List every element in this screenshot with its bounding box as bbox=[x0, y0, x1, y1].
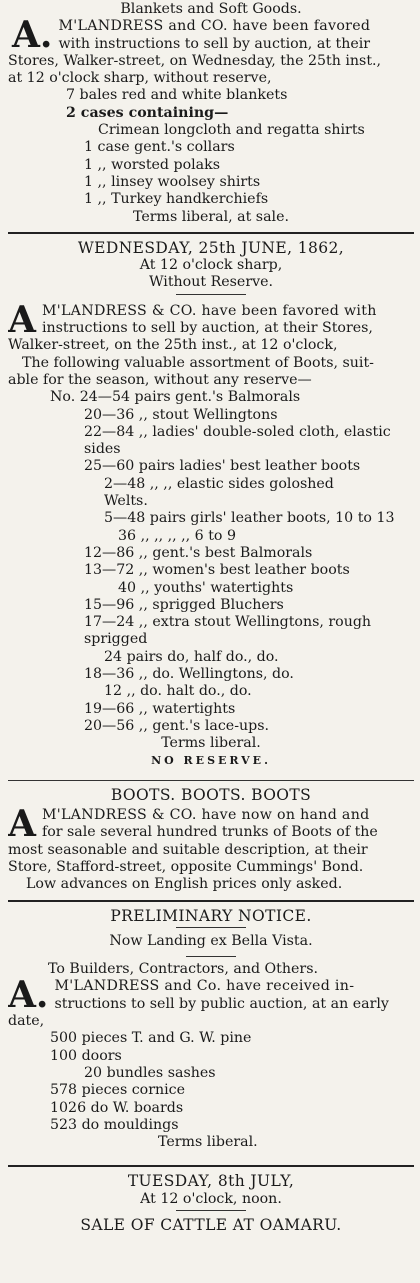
sale-reserve: Without Reserve. bbox=[148, 274, 274, 291]
list-item: 100 doors bbox=[50, 1047, 122, 1064]
audience-line: To Builders, Contractors, and Others. bbox=[48, 961, 318, 978]
list-item: 22—84 ,, ladies' double-soled cloth, elastic bbox=[84, 423, 391, 440]
ad-title: SALE OF CATTLE AT OAMARU. bbox=[80, 1216, 342, 1234]
body-line: Low advances on English prices only asked. bbox=[26, 876, 343, 893]
list-item: 1 case gent.'s collars bbox=[84, 139, 235, 156]
sale-time: At 12 o'clock, noon. bbox=[140, 1190, 282, 1207]
body-line: date, bbox=[8, 1013, 45, 1030]
body-line: most seasonable and suitable description, at their bbox=[8, 841, 368, 858]
ad-blankets bbox=[8, 0, 414, 226]
list-item: No. 24—54 pairs gent.'s Balmorals bbox=[50, 389, 301, 406]
list-item: 523 do mouldings bbox=[50, 1116, 179, 1133]
short-divider bbox=[176, 294, 246, 295]
divider bbox=[8, 900, 414, 902]
list-item: Crimean longcloth and regatta shirts bbox=[98, 122, 365, 139]
list-item: 24 pairs do, half do., do. bbox=[104, 648, 279, 665]
divider bbox=[8, 232, 414, 234]
list-item: 13—72 ,, women's best leather boots bbox=[84, 562, 350, 579]
body-line: with instructions to sell by auction, at their bbox=[58, 35, 371, 52]
drop-cap: A. bbox=[12, 14, 53, 57]
ad-preliminary-notice bbox=[8, 908, 414, 1152]
ad-title: PRELIMINARY NOTICE. bbox=[110, 907, 312, 925]
ad-subtitle: Now Landing ex Bella Vista. bbox=[109, 932, 313, 949]
ad-title: Blankets and Soft Goods. bbox=[120, 1, 302, 17]
list-item: 18—36 ,, do. Wellingtons, do. bbox=[84, 665, 294, 682]
body-line: instructions to sell by auction, at their Stores, bbox=[41, 320, 373, 337]
ad-title: BOOTS. BOOTS. BOOTS bbox=[110, 786, 312, 804]
sale-time: At 12 o'clock sharp, bbox=[139, 257, 283, 274]
list-item: 1 ,, worsted polaks bbox=[84, 156, 221, 173]
short-divider bbox=[176, 927, 246, 928]
list-item: 25—60 pairs ladies' best leather boots bbox=[84, 458, 361, 475]
list-item: 1 ,, linsey woolsey shirts bbox=[84, 173, 261, 190]
list-item: sides bbox=[84, 441, 121, 458]
body-line: at 12 o'clock sharp, without reserve, bbox=[8, 70, 272, 87]
list-item: 17—24 ,, extra stout Wellingtons, rough bbox=[84, 614, 372, 631]
sale-date: WEDNESDAY, 25th JUNE, 1862, bbox=[77, 239, 345, 257]
lead-line: M'LANDRESS & CO. have been favored with bbox=[41, 302, 377, 319]
lead-line: M'LANDRESS and Co. have received in- bbox=[54, 978, 355, 995]
list-item: 15—96 ,, sprigged Bluchers bbox=[84, 596, 284, 613]
body-line: Store, Stafford-street, opposite Cummings' Bond. bbox=[8, 858, 364, 875]
lead-line: M'LANDRESS and CO. have been favored bbox=[58, 18, 371, 35]
terms: Terms liberal. bbox=[158, 1134, 258, 1151]
list-item: 20—36 ,, stout Wellingtons bbox=[84, 406, 278, 423]
lead-line: M'LANDRESS & CO. have now on hand and bbox=[41, 807, 370, 824]
drop-cap: A. bbox=[8, 974, 49, 1017]
ad-boots-sale bbox=[8, 240, 414, 770]
body-line: for sale several hundred trunks of Boots of the bbox=[41, 824, 378, 841]
list-item: 578 pieces cornice bbox=[50, 1082, 186, 1099]
body-line: Stores, Walker-street, on Wednesday, the 25th inst., bbox=[8, 52, 382, 69]
sale-date: TUESDAY, 8th JULY, bbox=[127, 1173, 295, 1191]
no-reserve: NO RESERVE. bbox=[151, 754, 271, 768]
terms: Terms liberal, at sale. bbox=[133, 208, 289, 225]
divider bbox=[8, 1165, 414, 1167]
drop-cap: A bbox=[8, 298, 36, 341]
list-item: 36 ,, ,, ,, ,, 6 to 9 bbox=[118, 527, 236, 544]
list-item: 1 ,, Turkey handkerchiefs bbox=[84, 191, 269, 208]
ad-cattle-sale bbox=[8, 1173, 414, 1234]
list-item: 500 pieces T. and G. W. pine bbox=[50, 1030, 252, 1047]
list-item: Welts. bbox=[104, 493, 148, 510]
divider bbox=[8, 780, 414, 781]
list-item: 19—66 ,, watertights bbox=[84, 700, 236, 717]
drop-cap: A bbox=[8, 803, 36, 846]
list-item: 2 cases containing— bbox=[66, 104, 229, 121]
list-item: 7 bales red and white blankets bbox=[66, 87, 288, 104]
list-item: 5—48 pairs girls' leather boots, 10 to 13 bbox=[104, 510, 395, 527]
list-item: sprigged bbox=[84, 631, 148, 648]
list-item: 20—56 ,, gent.'s lace-ups. bbox=[84, 717, 269, 734]
terms: Terms liberal. bbox=[161, 735, 261, 752]
list-item: 40 ,, youths' watertights bbox=[118, 579, 294, 596]
list-item: 12 ,, do. halt do., do. bbox=[104, 683, 252, 700]
body-line: The following valuable assortment of Boots, suit- bbox=[22, 354, 374, 371]
body-line: Walker-street, on the 25th inst., at 12 o'clock, bbox=[8, 337, 338, 354]
list-item: 2—48 ,, ,, elastic sides goloshed bbox=[104, 475, 334, 492]
ad-boots-stock bbox=[8, 787, 414, 894]
short-divider bbox=[176, 1210, 246, 1211]
list-item: 12—86 ,, gent.'s best Balmorals bbox=[84, 544, 313, 561]
list-item: 1026 do W. boards bbox=[50, 1099, 184, 1116]
list-item: 20 bundles sashes bbox=[84, 1064, 216, 1081]
short-divider bbox=[186, 956, 236, 957]
body-line: able for the season, without any reserve— bbox=[8, 371, 312, 388]
body-line: structions to sell by public auction, at an early bbox=[54, 995, 389, 1012]
